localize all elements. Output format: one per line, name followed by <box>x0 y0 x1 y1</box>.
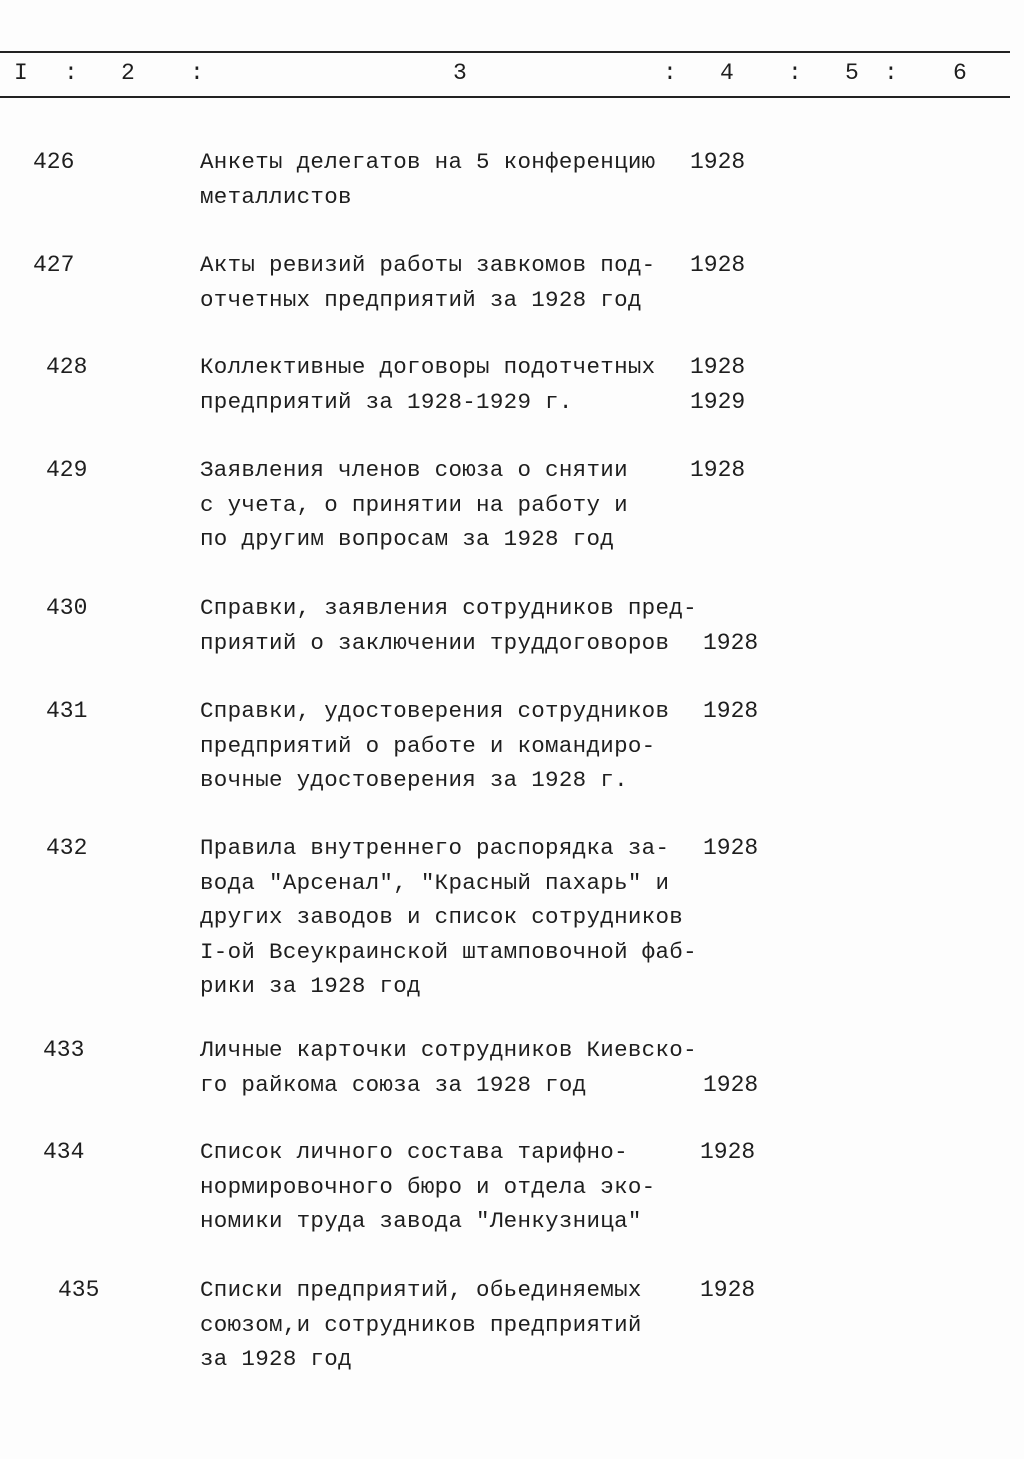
entry-title-line: других заводов и список сотрудников <box>200 904 684 930</box>
entry-title-line: отчетных предприятий за 1928 год <box>200 286 642 313</box>
column-number-I: I <box>14 60 28 86</box>
entry-title-line: приятий о заключении труддоговоров <box>200 629 670 656</box>
entry-number: 429 <box>46 457 88 483</box>
entry-title-line: го райкома союза за 1928 год <box>200 1071 587 1098</box>
entry-title-line: Анкеты делегатов на 5 конференцию <box>200 149 656 175</box>
entry-number: 435 <box>58 1277 100 1303</box>
entry-title-line: вода "Арсенал", "Красный пахарь" и <box>200 869 670 896</box>
entry-number: 428 <box>46 354 88 380</box>
entry-year: 1929 <box>690 388 746 415</box>
entry-year: 1928 <box>690 149 746 175</box>
column-separator: : <box>788 60 802 86</box>
entry-title-line: номики труда завода "Ленкузница" <box>200 1208 642 1234</box>
column-separator: : <box>663 60 677 86</box>
header-bottom-rule <box>0 96 1010 98</box>
entry-number: 427 <box>33 252 75 278</box>
entry-year: 1928 <box>703 1071 759 1098</box>
entry-year: 1928 <box>690 457 746 483</box>
header-top-rule <box>0 51 1010 53</box>
entry-year: 1928 <box>703 698 759 724</box>
entry-title-line: союзом,и сотрудников предприятий <box>200 1311 642 1338</box>
entry-title-line: Личные карточки сотрудников Киевско- <box>200 1037 697 1063</box>
entry-title-line: I-ой Всеукраинской штамповочной фаб- <box>200 938 697 965</box>
entry-title-line: предприятий о работе и командиро- <box>200 732 656 759</box>
entry-year: 1928 <box>703 835 759 861</box>
entry-title-line: за 1928 год <box>200 1346 352 1372</box>
entry-title-line: вочные удостоверения за 1928 г. <box>200 767 628 793</box>
entry-number: 431 <box>46 698 88 724</box>
entry-number: 430 <box>46 595 88 621</box>
entry-number: 426 <box>33 149 75 175</box>
entry-title-line: Правила внутреннего распорядка за- <box>200 835 670 861</box>
entry-title-line: Заявления членов союза о снятии <box>200 457 628 483</box>
column-separator: : <box>190 60 204 86</box>
entry-title-line: металлистов <box>200 183 352 210</box>
entry-title-line: Коллективные договоры подотчетных <box>200 354 656 380</box>
column-number-2: 2 <box>121 60 135 86</box>
entry-year: 1928 <box>700 1139 756 1165</box>
column-number-3: 3 <box>453 60 467 86</box>
entry-year: 1928 <box>700 1277 756 1303</box>
entry-number: 432 <box>46 835 88 861</box>
entry-title-line: Списки предприятий, обьединяемых <box>200 1277 642 1303</box>
entry-title-line: по другим вопросам за 1928 год <box>200 526 615 552</box>
column-separator: : <box>64 60 78 86</box>
entry-number: 434 <box>43 1139 85 1165</box>
entry-number: 433 <box>43 1037 85 1063</box>
entry-year: 1928 <box>690 252 746 278</box>
column-separator: : <box>884 60 898 86</box>
entry-title-line: Список личного состава тарифно- <box>200 1139 628 1165</box>
entry-title-line: Справки, удостоверения сотрудников <box>200 698 670 724</box>
entry-title-line: предприятий за 1928-1929 г. <box>200 388 573 415</box>
entry-title-line: с учета, о принятии на работу и <box>200 491 628 518</box>
entry-title-line: рики за 1928 год <box>200 973 421 999</box>
entry-title-line: нормировочного бюро и отдела эко- <box>200 1173 656 1200</box>
entry-year: 1928 <box>690 354 746 380</box>
entry-year: 1928 <box>703 629 759 656</box>
column-number-5: 5 <box>845 60 859 86</box>
column-number-6: 6 <box>953 60 967 86</box>
entry-title-line: Акты ревизий работы завкомов под- <box>200 252 656 278</box>
column-number-4: 4 <box>720 60 734 86</box>
entry-title-line: Справки, заявления сотрудников пред- <box>200 595 697 621</box>
